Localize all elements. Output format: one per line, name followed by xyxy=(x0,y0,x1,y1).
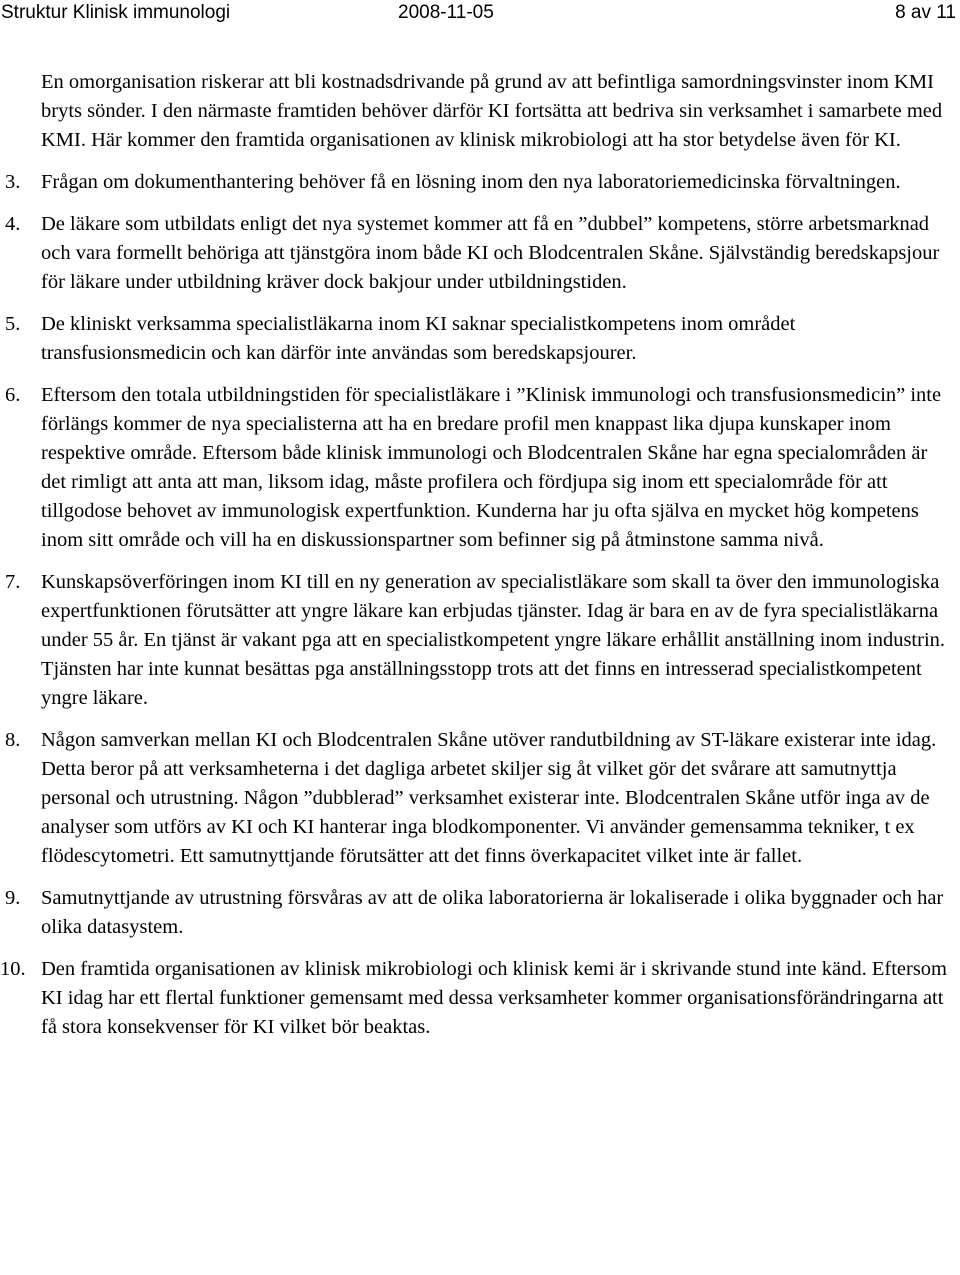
page-header xyxy=(0,0,960,26)
list-item-text: De läkare som utbildats enligt det nya systemet kommer att få en ”dubbel” kompetens, större arbetsmarknad och vara formellt behöriga att tjänstgöra inom både KI och Blodcentralen Skåne. Självständig beredskapsjour för läkare under utbildning kräver dock bakjour under utbildningstiden. xyxy=(41,213,940,293)
list-item xyxy=(0,726,956,871)
intro-paragraph: En omorganisation riskerar att bli kostnadsdrivande på grund av att befintliga samordningsvinster inom KMI bryts sönder. I den närmaste framtiden behöver därför KI fortsätta att bedriva sin verksamhet i samarbete med KMI. Här kommer den framtida organisationen av klinisk mikrobiologi att ha stor betydelse även för KI. xyxy=(41,71,943,151)
list-item xyxy=(0,955,956,1042)
list-item xyxy=(0,884,956,942)
list-item-number: 10. xyxy=(0,958,26,980)
list-item-number: 7. xyxy=(5,571,21,593)
document-date: 2008-11-05 xyxy=(398,2,494,23)
list-item-number: 3. xyxy=(5,171,21,193)
list-item-text: Kunskapsöverföringen inom KI till en ny generation av specialistläkare som skall ta över den immunologiska expertfunktionen förutsätter att yngre läkare kan erbjudas tjänster. Idag är bara en av de fyra specialistläkarna under 55 år. En tjänst är vakant pga att en specialistkompetent yngre läkare erhållit anställning inom industrin. Tjänsten har inte kunnat besättas pga anställningsstopp trots att det finns en intresserad specialistkompetent yngre läkare. xyxy=(41,571,946,709)
list-item-text: Frågan om dokumenthantering behöver få en lösning inom den nya laboratoriemedicinska förvaltningen. xyxy=(41,171,901,193)
document-title: Struktur Klinisk immunologi xyxy=(1,2,231,23)
document-body xyxy=(0,68,960,1042)
list-item-number: 8. xyxy=(5,729,21,751)
page-number: 8 av 11 xyxy=(895,2,956,23)
list-item xyxy=(0,210,956,297)
list-item-number: 6. xyxy=(5,384,21,406)
list-item xyxy=(0,568,956,713)
list-item-text: Samutnyttjande av utrustning försvåras av att de olika laboratorierna är lokaliserade i olika byggnader och har olika datasystem. xyxy=(41,887,944,938)
list-item-text: De kliniskt verksamma specialistläkarna inom KI saknar specialistkompetens inom området transfusionsmedicin och kan därför inte användas som beredskapsjourer. xyxy=(41,313,796,364)
list-item xyxy=(0,310,956,368)
list-item-text: Den framtida organisationen av klinisk mikrobiologi och klinisk kemi är i skrivande stund inte känd. Eftersom KI idag har ett flertal funktioner gemensamt med dessa verksamheter kommer organisationsförändringarna att få stora konsekvenser för KI vilket bör beaktas. xyxy=(41,958,948,1038)
list-item xyxy=(0,381,956,555)
list-item-text: Eftersom den totala utbildningstiden för specialistläkare i ”Klinisk immunologi och transfusionsmedicin” inte förlängs kommer de nya specialisterna att ha en bredare profil men knappast lika djupa kunskaper inom respektive område. Eftersom både klinisk immunologi och Blodcentralen Skåne har egna specialområden är det rimligt att anta att man, liksom idag, måste profilera och fördjupa sig inom ett specialområde för att tillgodose behovet av immunologisk expertfunktion. Kunderna har ju ofta själva en mycket hög kompetens inom sitt område och vill ha en diskussionspartner som befinner sig på åtminstone samma nivå. xyxy=(41,384,942,551)
list-item-text: Någon samverkan mellan KI och Blodcentralen Skåne utöver randutbildning av ST-läkare existerar inte idag. Detta beror på att verksamheterna i det dagliga arbetet skiljer sig åt vilket gör det svårare att samutnyttja personal och utrustning. Någon ”dubblerad” verksamhet existerar inte. Blodcentralen Skåne utför inga av de analyser som utförs av KI och KI hanterar inga blodkomponenter. Vi använder gemensamma tekniker, t ex flödescytometri. Ett samutnyttjande förutsätter att det finns överkapacitet vilket inte är fallet. xyxy=(41,729,937,867)
list-item-number: 4. xyxy=(5,213,21,235)
list-item-number: 9. xyxy=(5,887,21,909)
list-item xyxy=(0,168,956,197)
list-item-number: 5. xyxy=(5,313,21,335)
